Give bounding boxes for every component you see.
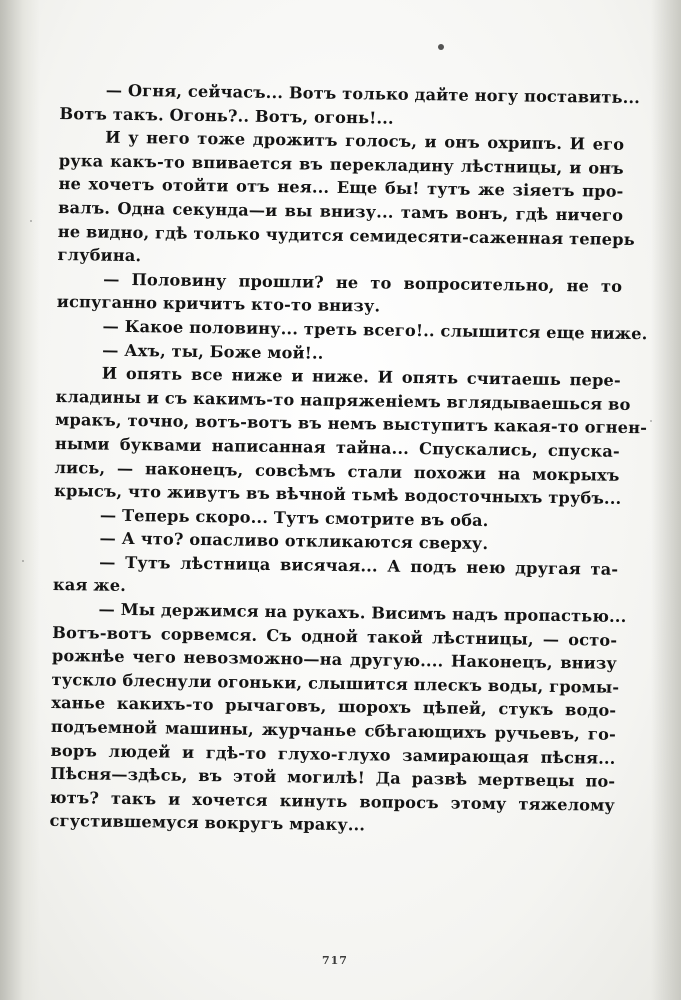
text-line: воръ людей и гдѣ-то глухо-глухо замирающая пѣсня...	[50, 740, 616, 768]
text-line: валъ. Одна секунда—и вы внизу... тамъ вонъ, гдѣ ничего	[58, 197, 624, 225]
text-line: ханье какихъ-то рычаговъ, шорохъ цѣпей, стукъ водо-	[51, 693, 617, 721]
body-text	[49, 78, 648, 841]
ink-speck	[650, 420, 652, 422]
text-line: рожнѣе чего невозможно—на другую.... Наконецъ, внизу	[51, 646, 618, 674]
text-line: — А что? опасливо откликаются сверху.	[99, 528, 489, 554]
text-line: тускло блеснули огоньки, слышится плескъ воды, громы-	[51, 669, 620, 697]
text-line: не видно, гдѣ только чудится семидесяти-саженная теперь	[57, 221, 635, 249]
text-line: — Ахъ, ты, Боже мой!..	[102, 340, 324, 363]
text-line: кая же.	[52, 575, 127, 596]
ink-speck	[30, 220, 32, 222]
text-line: испуганно кричитъ кто-то внизу.	[56, 292, 381, 316]
text-line: — Какое половину... треть всего!.. слышится еще ниже.	[102, 316, 648, 344]
text-line: И опять все ниже и ниже. И опять считаешь пере-	[101, 363, 621, 390]
text-line: Вотъ-вотъ сорвемся. Съ одной такой лѣстницы, — осто-	[52, 622, 618, 650]
page-edge-shadow-right	[651, 0, 681, 1000]
text-line: — Мы держимся на рукахъ. Висимъ надъ пропастью...	[98, 599, 627, 627]
text-line: сгустившемуся вокругъ мраку...	[49, 811, 366, 835]
text-line: — Огня, сейчасъ... Вотъ только дайте ногу поставить...	[105, 80, 641, 108]
text-line: Вотъ такъ. Огонь?.. Вотъ, огонь!...	[59, 103, 394, 128]
text-line: ными буквами написанная тайна... Спускались, спуска-	[54, 433, 620, 461]
text-line: кладины и съ какимъ-то напряженіемъ вглядываешься во	[55, 386, 631, 414]
page-edge-shadow-left	[0, 0, 40, 1000]
page-number: 717	[322, 954, 348, 967]
ink-speck	[438, 44, 444, 50]
ink-speck	[22, 560, 24, 562]
text-line: мракъ, точно, вотъ-вотъ въ немъ выступитъ какая-то огнен-	[55, 410, 648, 438]
text-line: И у него тоже дрожитъ голосъ, и онъ охрипъ. И его	[105, 127, 625, 155]
text-line: — Половину прошли? не то вопросительно, не то	[103, 269, 623, 296]
text-line: крысъ, что живутъ въ вѣчной тьмѣ водосточныхъ трубъ...	[54, 481, 622, 508]
text-line: Пѣсня—здѣсь, въ этой могилѣ! Да развѣ мертвецы по-	[50, 764, 616, 792]
text-line: лись, — наконецъ, совсѣмъ стали похожи на мокрыхъ	[54, 457, 620, 485]
text-line: — Теперь скоро... Тутъ смотрите въ оба.	[99, 505, 489, 530]
text-line: — Тутъ лѣстница висячая... А подъ нею другая та-	[99, 552, 619, 579]
text-line: подъемной машины, журчанье сбѣгающихъ ручьевъ, го-	[50, 716, 617, 744]
text-line: ютъ? такъ и хочется кинуть вопросъ этому тяжелому	[49, 787, 616, 815]
text-line: не хочетъ отойти отъ нея... Еще бы! тутъ же зіяетъ про-	[58, 174, 624, 202]
text-line: рука какъ-то впивается въ перекладину лѣстницы, и онъ	[58, 150, 624, 178]
text-line: глубина.	[57, 245, 142, 266]
